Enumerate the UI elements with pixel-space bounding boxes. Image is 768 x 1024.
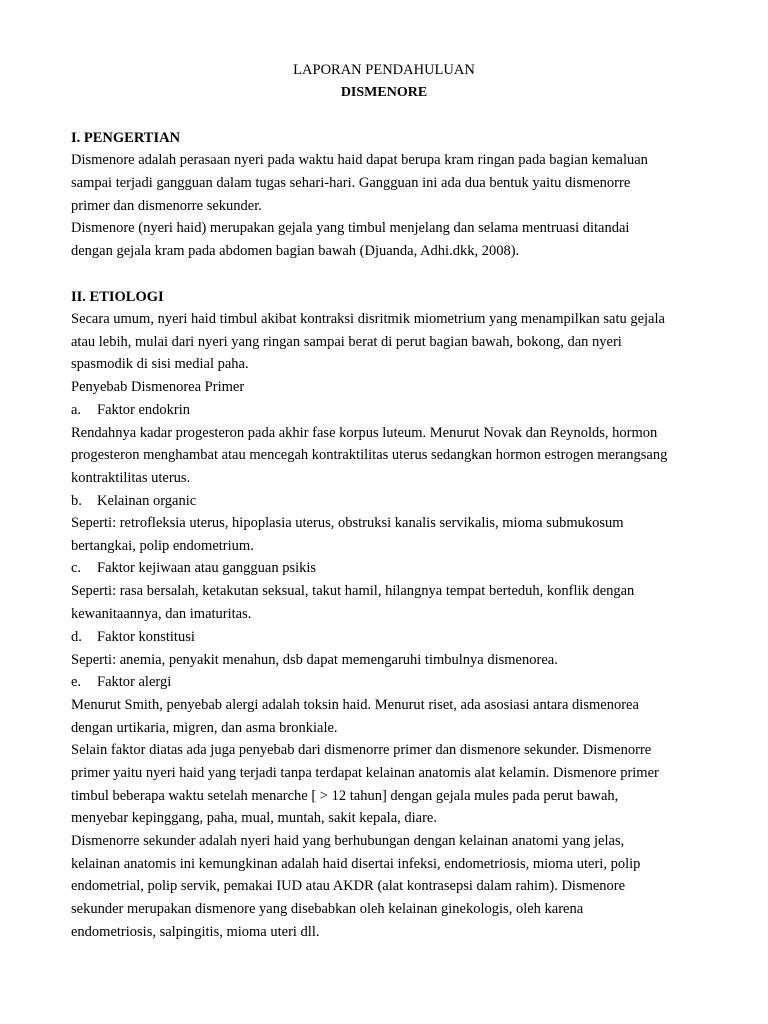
paragraph-line: dengan gejala kram pada abdomen bagian bawah (Djuanda, Adhi.dkk, 2008).	[71, 243, 520, 259]
paragraph-line: kelainan anatomis ini kemungkinan adalah haid disertai infeksi, endometriosis, mioma uteri, polip	[71, 856, 641, 872]
paragraph-line: menyebar kepinggang, paha, mual, muntah, sakit kepala, diare.	[71, 810, 437, 826]
section-heading-etiologi: II. ETIOLOGI	[71, 289, 164, 305]
paragraph-line: Rendahnya kadar progesteron pada akhir fase korpus luteum. Menurut Novak dan Reynolds, hormon	[71, 425, 658, 441]
paragraph-line: kewanitaannya, dan imaturitas.	[71, 606, 252, 622]
paragraph-line: kontraktilitas uterus.	[71, 470, 191, 486]
paragraph-line: bertangkai, polip endometrium.	[71, 538, 254, 554]
document-title: LAPORAN PENDAHULUAN	[293, 62, 475, 78]
paragraph-line: sekunder merupakan dismenore yang disebabkan oleh kelainan ginekologis, oleh karena	[71, 901, 584, 917]
list-item-letter: a.	[71, 402, 82, 418]
paragraph-line: dengan urtikaria, migren, dan asma bronkiale.	[71, 720, 338, 736]
paragraph-line: Seperti: anemia, penyakit menahun, dsb dapat memengaruhi timbulnya dismenorea.	[71, 652, 558, 668]
paragraph-line: Seperti: retrofleksia uterus, hipoplasia uterus, obstruksi kanalis servikalis, mioma submukosum	[71, 515, 624, 531]
paragraph-line: Dismenorre sekunder adalah nyeri haid yang berhubungan dengan kelainan anatomi yang jelas,	[71, 833, 625, 849]
list-item-letter: b.	[71, 493, 82, 509]
list-item-label: Faktor konstitusi	[97, 629, 195, 645]
paragraph-line: progesteron menghambat atau mencegah kontraktilitas uterus sedangkan hormon estrogen merangsang	[71, 447, 668, 463]
paragraph-line: spasmodik di sisi medial paha.	[71, 356, 249, 372]
paragraph-line: endometriosis, salpingitis, mioma uteri dll.	[71, 924, 320, 940]
list-item-letter: d.	[71, 629, 82, 645]
section-heading-pengertian: I. PENGERTIAN	[71, 130, 181, 146]
paragraph-line: Selain faktor diatas ada juga penyebab dari dismenorre primer dan dismenore sekunder. Dismenorre	[71, 742, 652, 758]
paragraph-line: Dismenore (nyeri haid) merupakan gejala yang timbul menjelang dan selama mentruasi ditandai	[71, 220, 630, 236]
paragraph-line: sampai terjadi gangguan dalam tugas sehari-hari. Gangguan ini ada dua bentuk yaitu dismenorre	[71, 175, 631, 191]
paragraph-line: primer dan dismenorre sekunder.	[71, 198, 262, 214]
list-item-letter: c.	[71, 560, 82, 576]
list-item-label: Kelainan organic	[97, 493, 197, 509]
paragraph-line: Secara umum, nyeri haid timbul akibat kontraksi disritmik miometrium yang menampilkan satu gejala	[71, 311, 665, 327]
list-item-label: Faktor kejiwaan atau gangguan psikis	[97, 560, 317, 576]
paragraph-line: Seperti: rasa bersalah, ketakutan seksual, takut hamil, hilangnya tempat berteduh, konflik dengan	[71, 583, 635, 599]
paragraph-line: primer yaitu nyeri haid yang terjadi tanpa terdapat kelainan anatomis alat kelamin. Dismenore primer	[71, 765, 659, 781]
paragraph-line: Menurut Smith, penyebab alergi adalah toksin haid. Menurut riset, ada asosiasi antara dismenorea	[71, 697, 639, 713]
paragraph-line: atau lebih, mulai dari nyeri yang ringan sampai berat di perut bagian bawah, bokong, dan nyeri	[71, 334, 622, 350]
list-item-label: Faktor alergi	[97, 674, 172, 690]
list-item-label: Faktor endokrin	[97, 402, 191, 418]
paragraph-line: Dismenore adalah perasaan nyeri pada waktu haid dapat berupa kram ringan pada bagian kemaluan	[71, 152, 648, 168]
paragraph-line: timbul beberapa waktu setelah menarche [ > 12 tahun] dengan gejala mules pada perut bawah,	[71, 788, 619, 804]
subheading-penyebab-primer: Penyebab Dismenorea Primer	[71, 379, 245, 395]
list-item-letter: e.	[71, 674, 82, 690]
document-subtitle: DISMENORE	[340, 85, 428, 100]
paragraph-line: endometrial, polip servik, pemakai IUD atau AKDR (alat kontrasepsi dalam rahim). Dismenore	[71, 878, 626, 894]
